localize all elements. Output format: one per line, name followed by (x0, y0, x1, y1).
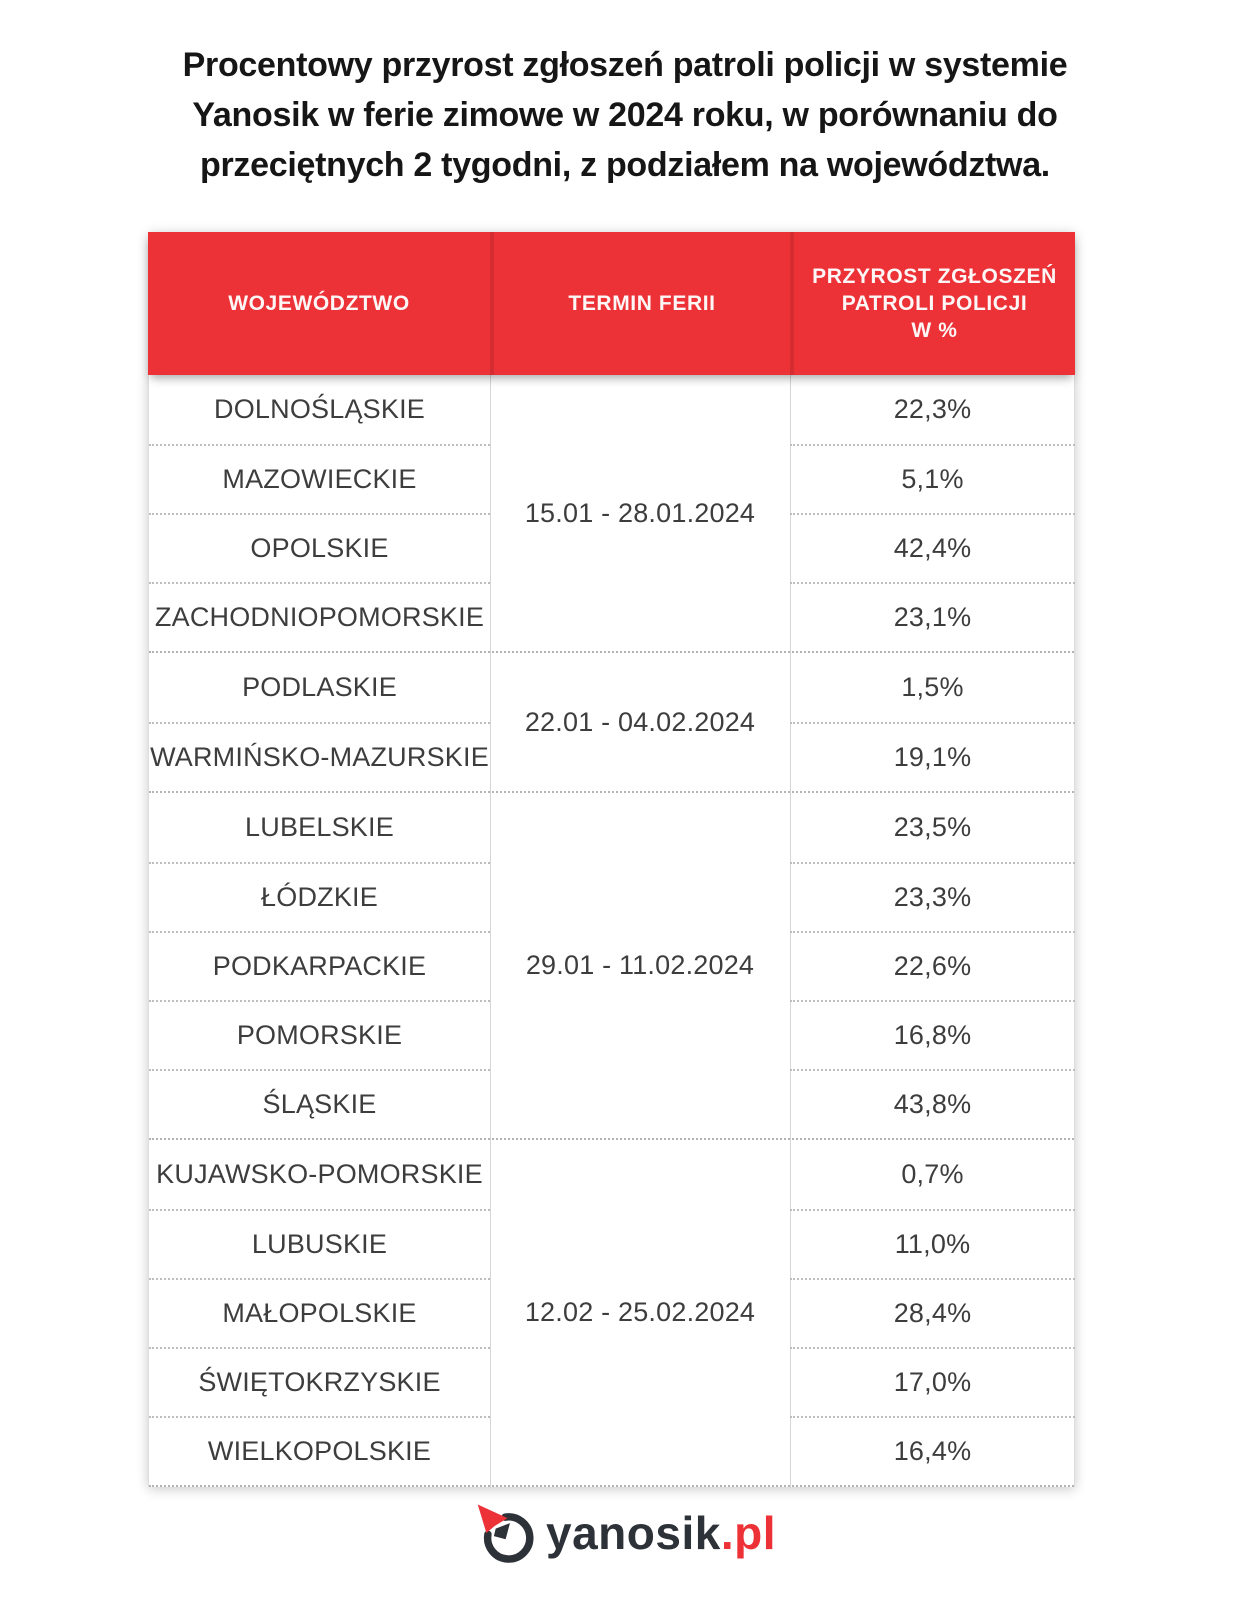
table-header-row (148, 232, 1075, 375)
increase-cell: 42,4% (790, 513, 1075, 582)
voivodeship-cell: MAZOWIECKIE (149, 444, 490, 513)
column-header-increase: PRZYROST ZGŁOSZEŃ PATROLI POLICJI W % (790, 232, 1075, 375)
table-group (149, 375, 1074, 651)
increase-cell: 23,1% (790, 582, 1075, 651)
column-header-voivodeship: WOJEWÓDZTWO (148, 232, 490, 375)
title-line-1: Procentowy przyrost zgłoszeń patroli policji w systemie (182, 46, 1068, 84)
brand-tld: .pl (720, 1507, 776, 1559)
voivodeship-cell: PODKARPACKIE (149, 931, 490, 1000)
increase-cell: 17,0% (790, 1347, 1075, 1416)
title-line-3: przeciętnych 2 tygodni, z podziałem na województwa. (200, 146, 1050, 184)
term-cell: 15.01 - 28.01.2024 (524, 497, 756, 528)
increase-cell: 1,5% (901, 672, 964, 702)
increase-cell: 23,5% (893, 812, 972, 842)
increase-cell: 28,4% (790, 1278, 1075, 1347)
voivodeship-cell: ZACHODNIOPOMORSKIE (149, 582, 490, 651)
brand-wordmark (546, 1506, 776, 1560)
voivodeship-cell: LUBUSKIE (149, 1209, 490, 1278)
voivodeship-cell: WIELKOPOLSKIE (149, 1416, 490, 1485)
brand-name: yanosik (546, 1507, 721, 1559)
increase-cell: 22,6% (790, 931, 1075, 1000)
page-title (65, 40, 1185, 190)
data-table (148, 232, 1075, 1487)
column-header-term: TERMIN FERII (490, 232, 790, 375)
increase-cell: 16,8% (790, 1000, 1075, 1069)
voivodeship-cell: DOLNOŚLĄSKIE (214, 394, 425, 424)
term-cell: 22.01 - 04.02.2024 (524, 706, 756, 737)
voivodeship-cell: WARMIŃSKO-MAZURSKIE (149, 722, 490, 791)
voivodeship-cell: ŚLĄSKIE (149, 1069, 490, 1138)
increase-cell: 19,1% (790, 722, 1075, 791)
voivodeship-cell: LUBELSKIE (245, 812, 394, 842)
increase-cell: 16,4% (790, 1416, 1075, 1485)
increase-cell: 23,3% (790, 862, 1075, 931)
increase-cell: 43,8% (790, 1069, 1075, 1138)
title-line-2: Yanosik w ferie zimowe w 2024 roku, w porównaniu do (192, 96, 1058, 134)
table-group (149, 791, 1074, 1138)
voivodeship-cell: ŁÓDZKIE (149, 862, 490, 931)
increase-cell: 11,0% (790, 1209, 1075, 1278)
term-cell: 29.01 - 11.02.2024 (525, 950, 755, 980)
voivodeship-cell: KUJAWSKO-POMORSKIE (156, 1159, 483, 1189)
table-group (149, 651, 1074, 791)
increase-cell: 5,1% (790, 444, 1075, 513)
voivodeship-cell: PODLASKIE (242, 672, 397, 702)
voivodeship-cell: ŚWIĘTOKRZYSKIE (149, 1347, 490, 1416)
yanosik-logo-icon (474, 1502, 536, 1564)
voivodeship-cell: MAŁOPOLSKIE (149, 1278, 490, 1347)
increase-cell: 22,3% (893, 394, 972, 424)
voivodeship-cell: OPOLSKIE (149, 513, 490, 582)
table-body (148, 375, 1075, 1487)
table-group (149, 1138, 1074, 1487)
increase-cell: 0,7% (901, 1159, 964, 1189)
footer-brand (0, 1502, 1250, 1564)
term-cell: 12.02 - 25.02.2024 (524, 1297, 756, 1327)
voivodeship-cell: POMORSKIE (149, 1000, 490, 1069)
